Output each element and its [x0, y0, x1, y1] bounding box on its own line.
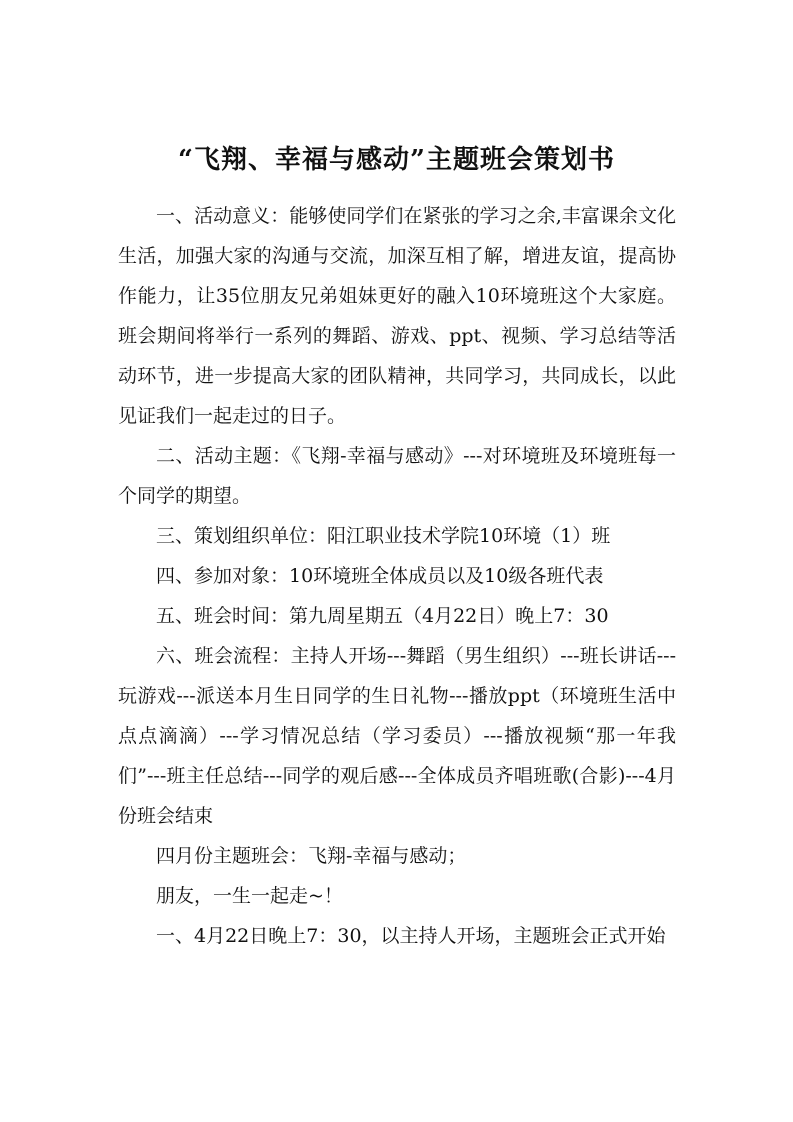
document-body: [118, 196, 676, 956]
paragraph-opening: 一、4月22日晚上7：30，以主持人开场，主题班会正式开始: [156, 925, 666, 947]
paragraph-activity-significance: 一、活动意义：能够使同学们在紧张的学习之余,丰富课余文化生活，加强大家的沟通与交流，加深互相了解，增进友谊，提高协作能力，让35位朋友兄弟姐妹更好的融入10环境班这个大家庭。班会期间将举行一系列的舞蹈、游戏、ppt、视频、学习总结等活动环节，进一步提高大家的团队精神，共同学习，共同成长，以此见证我们一起走过的日子。: [118, 205, 676, 427]
paragraph-participants: 四、参加对象：10环境班全体成员以及10级各班代表: [156, 565, 604, 587]
paragraph-activity-theme: 二、活动主题：《飞翔-幸福与感动》---对环境班及环境班每一个同学的期望。: [118, 445, 676, 507]
paragraph-april-theme: 四月份主题班会：飞翔-幸福与感动；: [156, 845, 467, 867]
paragraph-slogan: 朋友，一生一起走~！: [156, 885, 343, 907]
paragraph-meeting-process: 六、班会流程：主持人开场---舞蹈（男生组织）---班长讲话---玩游戏---派送本月生日同学的生日礼物---播放ppt（环境班生活中点点滴滴）---学习情况总结（学习委员）---播放视频“那一年我们”---班主任总结---同学的观后感---全体成员齐唱班歌(合影)---4月份班会结束: [118, 645, 676, 827]
paragraph-meeting-time: 五、班会时间：第九周星期五（4月22日）晚上7：30: [156, 605, 609, 627]
paragraph-organizer: 三、策划组织单位：阳江职业技术学院10环境（1）班: [156, 525, 611, 547]
document-title: “飞翔、幸福与感动”主题班会策划书: [178, 145, 615, 175]
